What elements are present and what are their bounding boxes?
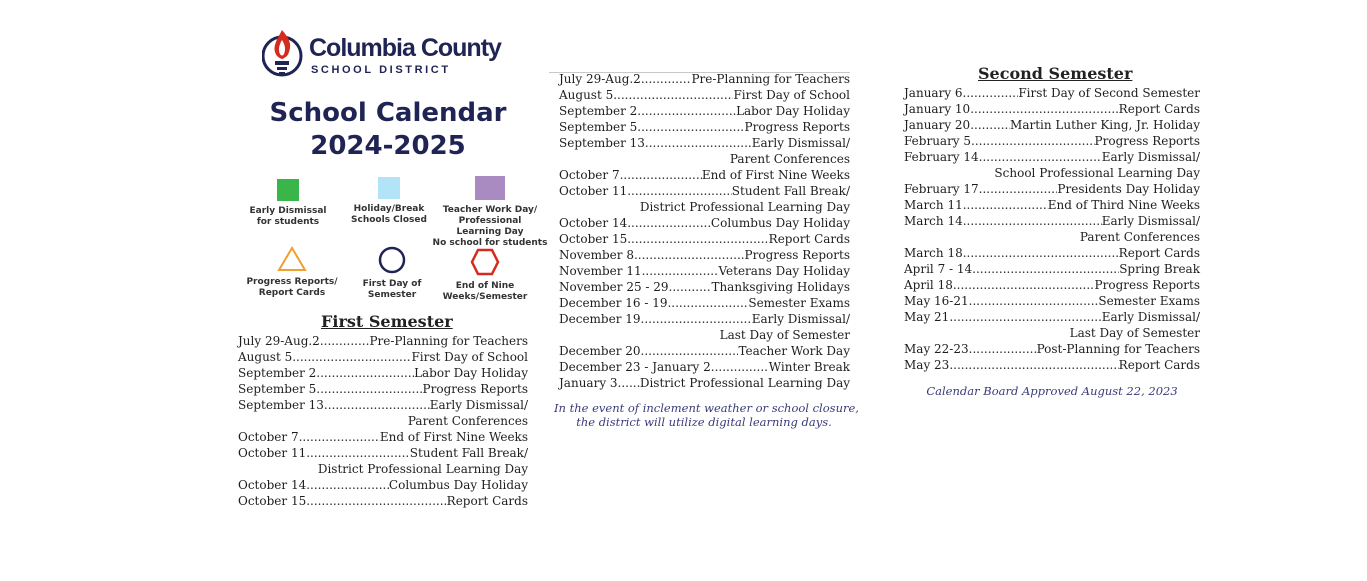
event-row — [559, 359, 850, 375]
event-text: Martin Luther King, Jr. Holiday — [1010, 118, 1200, 132]
event-row — [904, 197, 1200, 213]
event-continuation: District Professional Learning Day — [317, 462, 528, 476]
dot-leader — [299, 429, 380, 445]
event-date: September 2 — [238, 366, 317, 380]
event-text: Report Cards — [1118, 358, 1200, 372]
event-date: October 15 — [238, 494, 307, 508]
event-continuation: District Professional Learning Day — [639, 200, 850, 214]
event-date: August 5 — [559, 88, 614, 102]
event-text: Pre-Planning for Teachers — [691, 72, 850, 86]
event-row — [559, 135, 850, 151]
middle-events — [559, 71, 850, 391]
event-text: Columbus Day Holiday — [388, 478, 528, 492]
event-row — [559, 375, 850, 391]
board-approval-note: Calendar Board Approved August 22, 2023 — [926, 384, 1178, 398]
event-date: March 14 — [904, 214, 963, 228]
event-text: Report Cards — [768, 232, 850, 246]
event-date: October 15 — [559, 232, 628, 246]
event-row — [559, 311, 850, 327]
event-date: January 20 — [904, 118, 971, 132]
event-date: February 17 — [904, 182, 979, 196]
event-text: Progress Reports — [744, 248, 850, 262]
dot-leader — [627, 215, 711, 231]
event-row — [238, 445, 528, 461]
event-text: Progress Reports — [744, 120, 850, 134]
event-text: Early Dismissal/ — [429, 398, 528, 412]
event-row — [559, 87, 850, 103]
dot-leader — [637, 103, 736, 119]
legend-label: Teacher Work Day/ — [442, 205, 538, 215]
event-date: November 25 - 29 — [559, 280, 669, 294]
dot-leader — [316, 381, 422, 397]
legend-label: Learning Day — [456, 227, 524, 237]
event-text: Thanksgiving Holidays — [711, 280, 850, 294]
dot-leader — [953, 277, 1095, 293]
event-row — [904, 117, 1200, 133]
event-date: May 21 — [904, 310, 950, 324]
event-date: February 5 — [904, 134, 972, 148]
event-date: November 11 — [559, 264, 642, 278]
event-text: Student Fall Break/ — [731, 184, 850, 198]
event-row — [904, 261, 1200, 277]
red-hexagon-icon — [470, 248, 500, 276]
event-row — [559, 343, 850, 359]
event-date: August 5 — [238, 350, 293, 364]
legend-label: First Day of — [362, 279, 422, 289]
event-date: October 14 — [238, 478, 307, 492]
dot-leader — [963, 245, 1119, 261]
event-text: First Day of School — [411, 350, 528, 364]
second-semester-events — [904, 85, 1200, 373]
event-row — [904, 213, 1200, 229]
calendar-title — [262, 97, 514, 163]
dot-leader — [316, 365, 414, 381]
event-date: January 3 — [559, 376, 618, 390]
event-row — [904, 293, 1200, 309]
event-row — [559, 247, 850, 263]
event-row — [559, 263, 850, 279]
dot-leader — [949, 309, 1101, 325]
event-continuation: Last Day of Semester — [1069, 326, 1200, 340]
event-text: Report Cards — [1118, 102, 1200, 116]
legend-label: Report Cards — [258, 288, 326, 298]
event-continuation: Parent Conferences — [407, 414, 528, 428]
dot-leader — [645, 135, 752, 151]
event-date: March 11 — [904, 198, 963, 212]
event-row — [904, 277, 1200, 293]
calendar-title-line2: 2024-2025 — [310, 131, 466, 161]
event-date: April 18 — [904, 278, 953, 292]
dot-leader — [979, 181, 1058, 197]
dot-leader — [634, 247, 745, 263]
green-square-icon — [277, 179, 299, 201]
event-date: July 29-Aug.2 — [238, 334, 320, 348]
event-date: September 2 — [559, 104, 638, 118]
dot-leader — [306, 477, 389, 493]
dot-leader — [641, 343, 739, 359]
dot-leader — [627, 231, 768, 247]
dot-leader — [669, 279, 712, 295]
legend-teacher-work-day — [431, 176, 549, 249]
event-date: November 8 — [559, 248, 634, 262]
orange-triangle-icon — [277, 246, 307, 272]
event-date: October 7 — [238, 430, 299, 444]
event-text: Columbus Day Holiday — [710, 216, 850, 230]
inclement-weather-note — [554, 401, 859, 429]
note-line: the district will utilize digital learning days. — [576, 415, 832, 429]
event-text: Early Dismissal/ — [1101, 310, 1200, 324]
event-row — [238, 381, 528, 397]
event-row — [238, 493, 528, 509]
event-date: October 11 — [559, 184, 628, 198]
dot-leader — [641, 71, 692, 87]
event-date: January 6 — [904, 86, 963, 100]
event-date: April 7 - 14 — [904, 262, 973, 276]
legend-label: Professional — [458, 216, 522, 226]
dot-leader — [971, 133, 1095, 149]
event-date: December 16 - 19 — [559, 296, 668, 310]
event-date: May 23 — [904, 358, 950, 372]
legend-label: No school for students — [432, 238, 548, 248]
dot-leader — [969, 341, 1037, 357]
event-text: Report Cards — [446, 494, 528, 508]
event-date: January 10 — [904, 102, 971, 116]
purple-square-icon — [475, 176, 505, 200]
event-text: Post-Planning for Teachers — [1036, 342, 1200, 356]
dot-leader — [613, 87, 733, 103]
event-row — [559, 231, 850, 247]
event-row — [904, 309, 1200, 325]
event-text: End of Third Nine Weeks — [1047, 198, 1200, 212]
event-row — [559, 295, 850, 311]
event-text: Semester Exams — [1098, 294, 1200, 308]
dot-leader — [969, 293, 1099, 309]
event-text: Early Dismissal/ — [751, 312, 850, 326]
dot-leader — [320, 333, 370, 349]
event-text: Pre-Planning for Teachers — [369, 334, 528, 348]
dot-leader — [963, 213, 1102, 229]
event-row — [559, 279, 850, 295]
navy-circle-icon — [378, 246, 406, 274]
dot-leader — [972, 261, 1119, 277]
district-logo — [262, 28, 512, 78]
event-date: September 13 — [238, 398, 324, 412]
event-text: Labor Day Holiday — [736, 104, 850, 118]
dot-leader — [970, 101, 1118, 117]
legend-label: Progress Reports/ — [246, 277, 338, 287]
first-semester-heading: First Semester — [321, 312, 453, 331]
event-date: July 29-Aug.2 — [559, 72, 641, 86]
logo-subtitle: SCHOOL DISTRICT — [311, 64, 451, 76]
event-text: Spring Break — [1119, 262, 1200, 276]
dot-leader — [306, 493, 446, 509]
event-text: District Professional Learning Day — [639, 376, 850, 390]
event-date: October 11 — [238, 446, 307, 460]
event-row — [238, 365, 528, 381]
legend-label: Holiday/Break — [353, 204, 425, 214]
dot-leader — [642, 263, 719, 279]
event-continuation: School Professional Learning Day — [994, 166, 1200, 180]
dot-leader — [711, 359, 769, 375]
legend-label: Schools Closed — [351, 215, 427, 225]
event-date: October 14 — [559, 216, 628, 230]
event-row — [559, 167, 850, 183]
dot-leader — [963, 197, 1048, 213]
event-text: End of First Nine Weeks — [379, 430, 528, 444]
event-row — [904, 133, 1200, 149]
calendar-title-line1: School Calendar — [269, 98, 507, 128]
event-text: Winter Break — [768, 360, 850, 374]
dot-leader — [637, 119, 744, 135]
event-date: September 5 — [238, 382, 317, 396]
event-text: First Day of School — [733, 88, 850, 102]
event-text: First Day of Second Semester — [1018, 86, 1200, 100]
event-text: Veterans Day Holiday — [718, 264, 850, 278]
legend-label: Weeks/Semester — [442, 292, 528, 302]
event-row — [904, 181, 1200, 197]
event-row — [238, 429, 528, 445]
dot-leader — [292, 349, 411, 365]
dot-leader — [306, 445, 410, 461]
event-text: End of First Nine Weeks — [701, 168, 850, 182]
event-text: Student Fall Break/ — [409, 446, 528, 460]
event-row — [559, 103, 850, 119]
event-date: December 20 — [559, 344, 641, 358]
dot-leader — [963, 85, 1019, 101]
dot-leader — [949, 357, 1118, 373]
event-text: Teacher Work Day — [738, 344, 850, 358]
event-text: Report Cards — [1118, 246, 1200, 260]
event-row — [904, 149, 1200, 165]
legend-label: for students — [256, 217, 320, 227]
event-row — [904, 341, 1200, 357]
note-line: In the event of inclement weather or school closure, — [554, 401, 859, 415]
event-date: September 5 — [559, 120, 638, 134]
event-date: March 18 — [904, 246, 963, 260]
event-date: December 19 — [559, 312, 641, 326]
second-semester-heading: Second Semester — [978, 64, 1133, 83]
event-row — [904, 357, 1200, 373]
dot-leader — [970, 117, 1010, 133]
event-text: Early Dismissal/ — [751, 136, 850, 150]
event-text: Semester Exams — [748, 296, 850, 310]
event-date: December 23 - January 2 — [559, 360, 711, 374]
event-date: October 7 — [559, 168, 620, 182]
event-date: May 16-21 — [904, 294, 969, 308]
dot-leader — [627, 183, 732, 199]
event-continuation: Last Day of Semester — [719, 328, 850, 342]
first-semester-events — [238, 333, 528, 509]
event-date: May 22-23 — [904, 342, 969, 356]
dot-leader — [618, 375, 640, 391]
torch-flame-icon — [262, 28, 304, 78]
event-row — [559, 119, 850, 135]
legend-label: Semester — [367, 290, 417, 300]
event-text: Progress Reports — [1094, 278, 1200, 292]
event-text: Labor Day Holiday — [414, 366, 528, 380]
event-date: September 13 — [559, 136, 645, 150]
dot-leader — [667, 295, 748, 311]
event-row — [904, 101, 1200, 117]
event-row — [238, 397, 528, 413]
event-continuation: Parent Conferences — [1079, 230, 1200, 244]
event-row — [559, 183, 850, 199]
event-text: Early Dismissal/ — [1101, 150, 1200, 164]
event-text: Progress Reports — [1094, 134, 1200, 148]
event-row — [559, 71, 850, 87]
event-continuation: Parent Conferences — [729, 152, 850, 166]
dot-leader — [641, 311, 752, 327]
event-date: February 14 — [904, 150, 979, 164]
event-text: Early Dismissal/ — [1101, 214, 1200, 228]
light-blue-square-icon — [378, 177, 400, 199]
dot-leader — [324, 397, 430, 413]
legend-end-nine-weeks — [426, 248, 544, 303]
event-row — [238, 349, 528, 365]
event-row — [904, 85, 1200, 101]
dot-leader — [620, 167, 702, 183]
dot-leader — [979, 149, 1102, 165]
legend-label: End of Nine — [455, 281, 515, 291]
legend-label: Early Dismissal — [249, 206, 327, 216]
event-row — [238, 477, 528, 493]
event-row — [559, 215, 850, 231]
event-text: Progress Reports — [422, 382, 528, 396]
event-row — [904, 245, 1200, 261]
event-text: Presidents Day Holiday — [1057, 182, 1200, 196]
event-row — [238, 333, 528, 349]
logo-title: Columbia County — [309, 34, 501, 62]
